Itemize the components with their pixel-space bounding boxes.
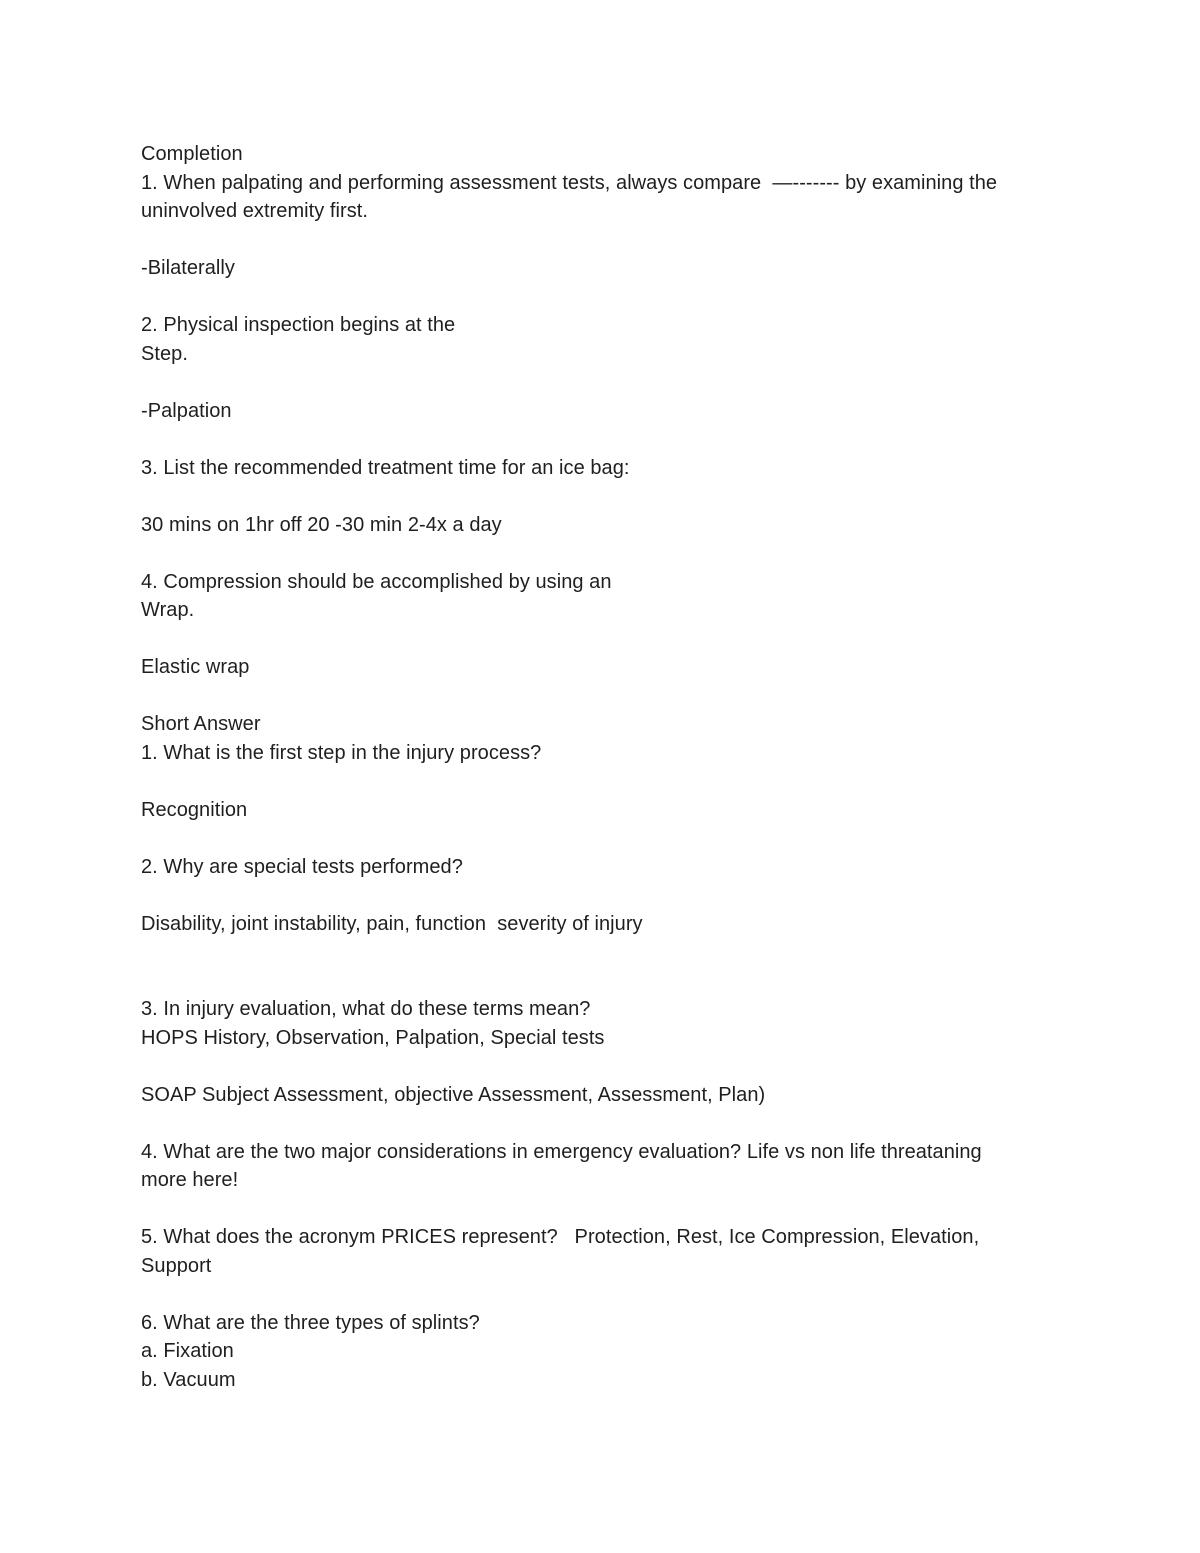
blank-line <box>141 767 1066 796</box>
document-body <box>141 140 1066 1394</box>
blank-lines <box>141 938 1066 995</box>
short-answer-question-6: 6. What are the three types of splints? <box>141 1311 480 1334</box>
short-answer-question-4-line-2: more here! <box>141 1169 239 1191</box>
short-answer-question-6-option-b: b. Vacuum <box>141 1368 236 1391</box>
completion-answer-3: 30 mins on 1hr off 20 -30 min 2-4x a day <box>141 513 502 536</box>
short-answer-answer-3-soap: SOAP Subject Assessment, objective Assessment, Assessment, Plan) <box>141 1083 766 1106</box>
blank-line <box>141 824 1066 853</box>
completion-question-2-line-2: Step. <box>141 342 188 365</box>
short-answer-question-1: 1. What is the first step in the injury process? <box>141 741 542 764</box>
blank-line <box>141 425 1066 454</box>
blank-line <box>141 226 1066 255</box>
blank-line <box>141 1109 1066 1138</box>
blank-line <box>141 1052 1066 1081</box>
completion-answer-4: Elastic wrap <box>141 656 250 678</box>
completion-heading: Completion <box>141 143 243 165</box>
completion-question-3: 3. List the recommended treatment time for an ice bag: <box>141 456 630 479</box>
completion-question-2-line-1: 2. Physical inspection begins at the <box>141 314 456 336</box>
blank-line <box>141 368 1066 397</box>
short-answer-question-4-line-1: 4. What are the two major considerations in emergency evaluation? Life vs non life threataning <box>141 1140 982 1163</box>
completion-answer-1: -Bilaterally <box>141 257 235 279</box>
short-answer-question-6-option-a: a. Fixation <box>141 1340 234 1362</box>
short-answer-heading: Short Answer <box>141 713 261 735</box>
completion-question-1-line-2: uninvolved extremity first. <box>141 200 368 222</box>
short-answer-question-3: 3. In injury evaluation, what do these terms mean? <box>141 998 591 1020</box>
blank-line <box>141 625 1066 654</box>
blank-line <box>141 881 1066 910</box>
completion-question-1-line-1: 1. When palpating and performing assessment tests, always compare —------- by examining the <box>141 171 998 194</box>
completion-question-4-line-1: 4. Compression should be accomplished by using an <box>141 570 612 593</box>
blank-line <box>141 682 1066 711</box>
short-answer-answer-2: Disability, joint instability, pain, function severity of injury <box>141 912 643 935</box>
completion-answer-2: -Palpation <box>141 399 232 422</box>
short-answer-question-5-line-2: Support <box>141 1254 212 1277</box>
blank-line <box>141 539 1066 568</box>
blank-line <box>141 1280 1066 1309</box>
short-answer-question-5-line-1: 5. What does the acronym PRICES represent? Protection, Rest, Ice Compression, Elevation, <box>141 1226 980 1248</box>
blank-line <box>141 283 1066 312</box>
completion-question-4-line-2: Wrap. <box>141 599 195 621</box>
short-answer-answer-3-hops: HOPS History, Observation, Palpation, Special tests <box>141 1026 605 1049</box>
blank-line <box>141 1195 1066 1224</box>
short-answer-answer-1: Recognition <box>141 798 248 821</box>
short-answer-question-2: 2. Why are special tests performed? <box>141 855 463 878</box>
blank-line <box>141 482 1066 511</box>
